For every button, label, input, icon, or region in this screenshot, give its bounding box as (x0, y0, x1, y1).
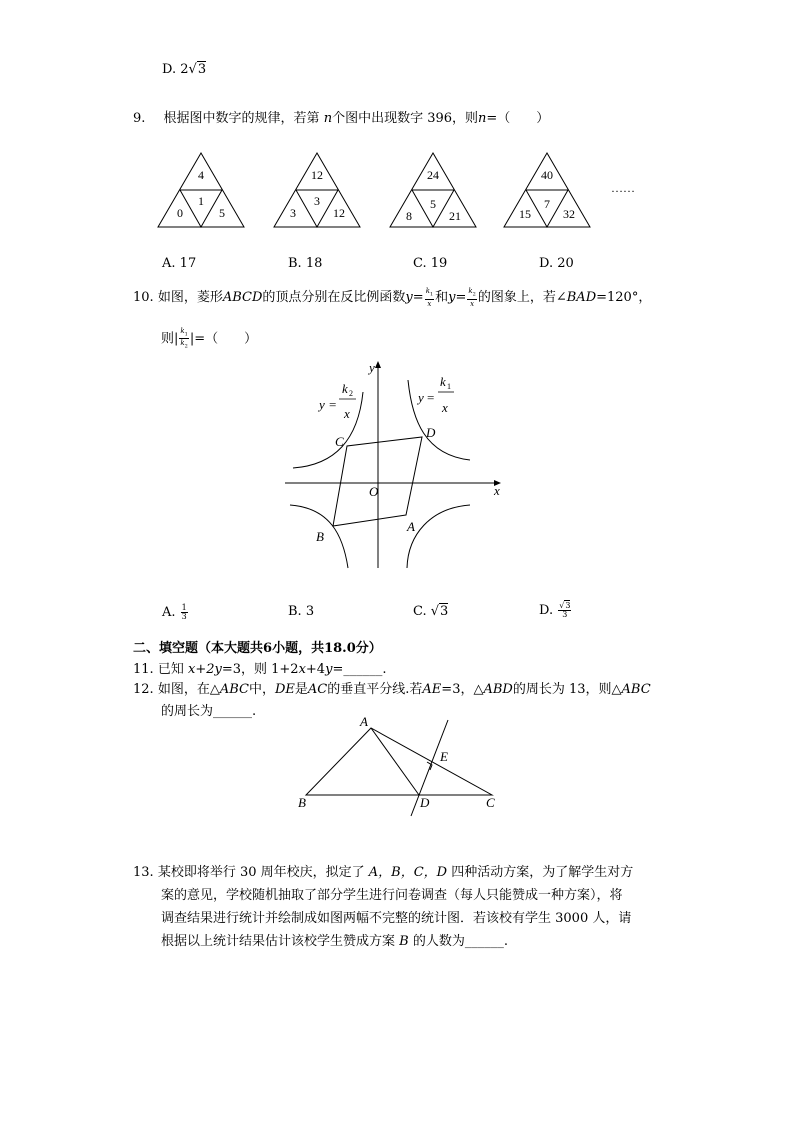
t4-center: 7 (544, 197, 550, 211)
q9-choice-c: C. 19 (413, 256, 448, 271)
t4-top: 40 (541, 168, 553, 182)
q12-point-e: E (440, 749, 448, 764)
svg-text:1: 1 (447, 382, 451, 391)
q10-choice-a: A. $\frac{1}{3}$ (162, 603, 187, 621)
t4-right: 32 (563, 207, 575, 221)
q8-choice-d: D. 2√3 (162, 62, 207, 77)
q12-line1: 12. 如图，在△ABC中，DE是AC的垂直平分线.若AE=3，△ABD的周长为 13，则△ABC (133, 682, 651, 697)
section-2-heading: 二、填空题（本大题共6小题，共18.0分） (133, 641, 382, 656)
t2-top: 12 (311, 168, 323, 182)
origin-label: O (369, 484, 379, 499)
q11: 11. 已知 x+2y=3，则 1+2x+4y=______. (133, 662, 387, 677)
svg-text:k: k (342, 381, 348, 396)
q10-stem-line2: 则| $\frac{k_1}{k_2}$ |=（ ） (161, 327, 258, 350)
q9-stem: 9. 根据图中数字的规律，若第 n个图中出现数字 396，则n=（ ） (133, 111, 550, 126)
point-a: A (407, 519, 415, 534)
point-b: B (316, 529, 324, 544)
q12-point-d: D (420, 795, 430, 810)
t2-center: 3 (314, 194, 320, 208)
q10-choice-c: C. √3 (413, 604, 449, 619)
q12-point-b: B (298, 795, 306, 810)
q9-choice-d: D. 20 (539, 256, 574, 271)
t1-top: 4 (198, 168, 204, 182)
t2-right: 12 (333, 206, 345, 220)
svg-text:y: y (319, 397, 325, 412)
y-axis-label: y (369, 360, 375, 375)
svg-text:x: x (442, 400, 448, 415)
q13-line1: 13. 某校即将举行 30 周年校庆，拟定了 A，B，C，D 四种活动方案，为了解学生对方 (133, 865, 634, 880)
x-axis-label: x (494, 483, 500, 498)
t3-center: 5 (430, 197, 436, 211)
svg-text:=: = (427, 390, 435, 405)
t1-right: 5 (219, 206, 225, 220)
svg-text:=: = (329, 397, 337, 412)
svg-text:k: k (440, 374, 446, 389)
q10-stem: 10. 如图，菱形ABCD的顶点分别在反比例函数y= $\frac{k_1}{x}$ 和y= $\frac{k_2}{x}$ 的图象上，若∠BAD=120°， (133, 287, 652, 308)
q12-line2: 的周长为______. (161, 704, 257, 719)
svg-text:x: x (344, 406, 350, 421)
q9-number: 9. (133, 111, 146, 126)
point-d: D (426, 425, 436, 440)
q10-choice-d: D. $\frac{√3}{3}$ (539, 601, 571, 619)
t1-left: 0 (177, 206, 183, 220)
q10-number: 10. (133, 290, 154, 305)
q9-choice-b: B. 18 (288, 256, 323, 271)
q13-line4: 根据以上统计结果估计该校学生赞成方案 B 的人数为______. (161, 934, 508, 949)
q9-choice-a: A. 17 (162, 256, 197, 271)
t1-center: 1 (198, 194, 204, 208)
svg-text:2: 2 (349, 389, 353, 398)
q12-point-c: C (486, 795, 495, 810)
t4-left: 15 (519, 207, 531, 221)
t3-top: 24 (427, 168, 439, 182)
point-c: C (335, 434, 344, 449)
ellipsis: …… (611, 181, 635, 195)
q13-line3: 调查结果进行统计并绘制成如图两幅不完整的统计图．若该校有学生 3000 人，请 (161, 911, 632, 926)
q12-point-a: A (360, 714, 368, 729)
q10-choice-b: B. 3 (288, 604, 315, 619)
t3-left: 8 (406, 209, 412, 223)
t2-left: 3 (290, 206, 296, 220)
svg-text:y: y (418, 390, 424, 405)
t3-right: 21 (449, 209, 461, 223)
q13-line2: 案的意见，学校随机抽取了部分学生进行问卷调查（每人只能赞成一种方案），将 (161, 888, 623, 903)
